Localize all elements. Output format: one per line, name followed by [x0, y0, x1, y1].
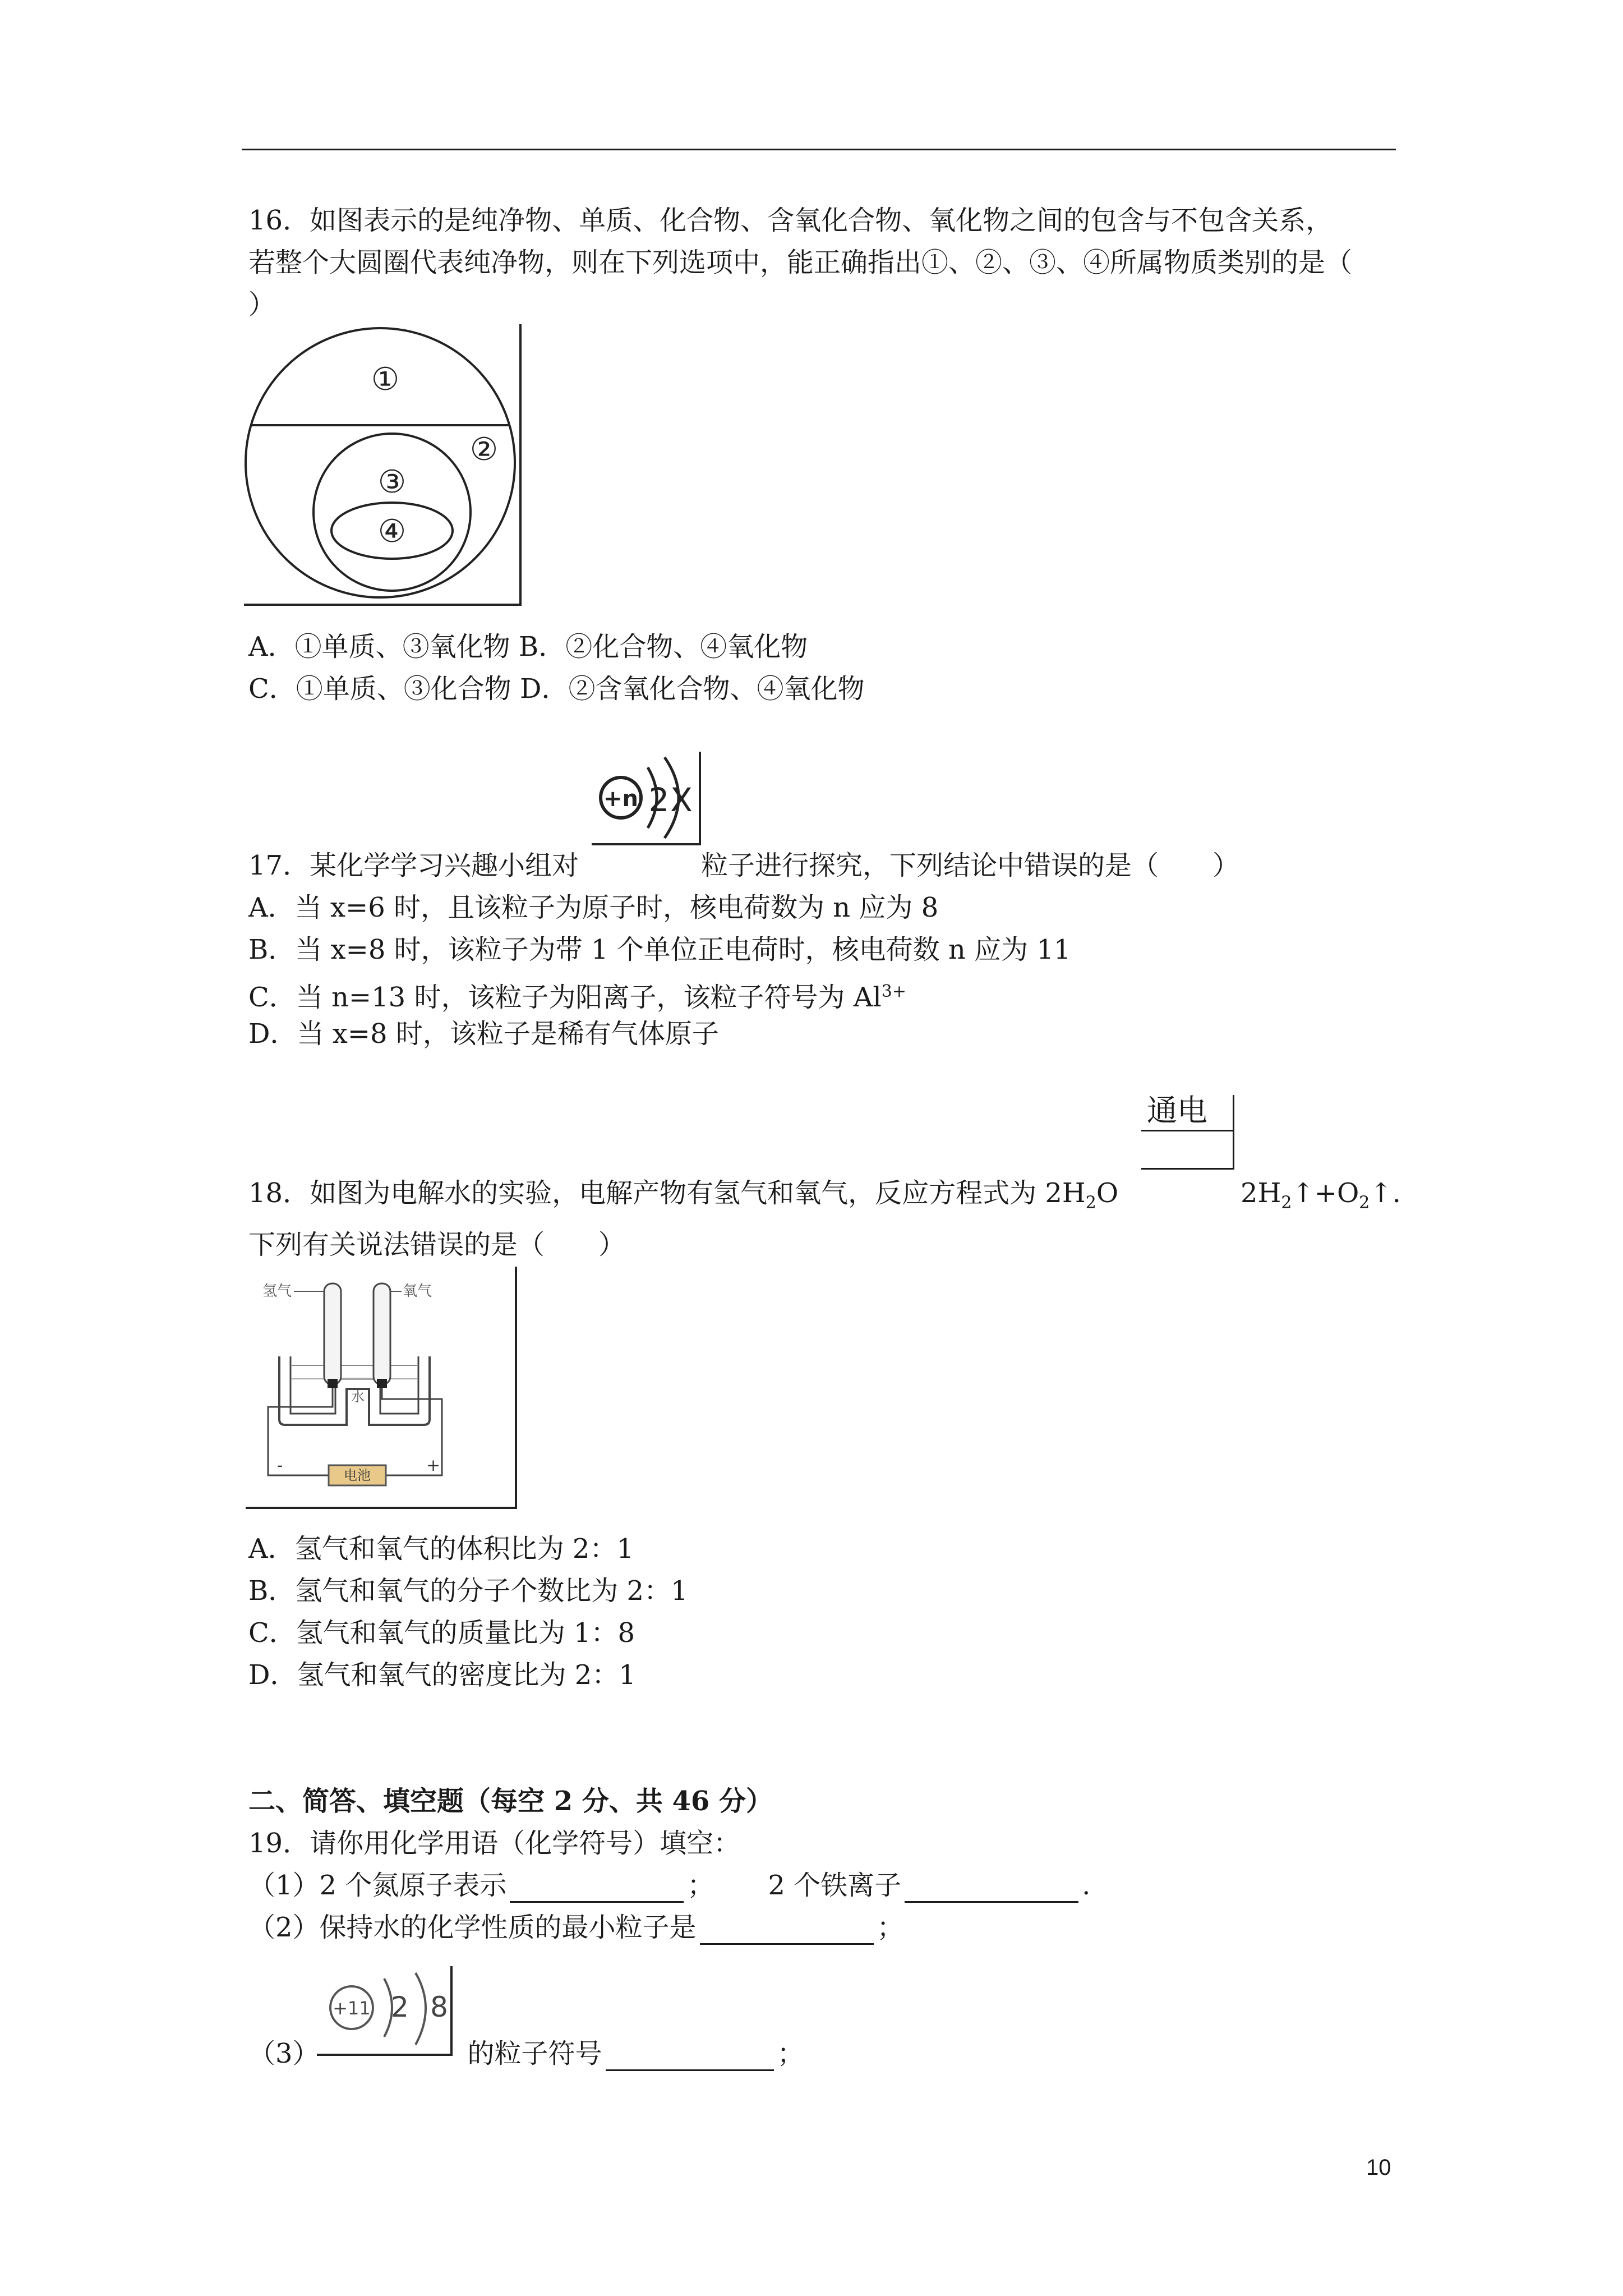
- hydrogen-electrode: [328, 1379, 338, 1388]
- shell-arc-2: [416, 1973, 426, 2045]
- shell2-count: 8: [430, 1991, 448, 2023]
- q17-option-b: B．当 x=8 时，该粒子为带 1 个单位正电荷时，核电荷数 n 应为 11: [248, 934, 1071, 965]
- q19-part3-prefix: （3）: [248, 2038, 320, 2069]
- q18-reactant-sub: 2: [1085, 1193, 1096, 1213]
- q18-reactant-o: O: [1096, 1177, 1119, 1209]
- q19-part3-end: ；: [777, 2038, 804, 2069]
- shell1-count: 2: [391, 1991, 409, 2023]
- q17-atom-diagram: [592, 752, 704, 847]
- q17-option-c-charge: 3+: [881, 982, 906, 1001]
- q19-part1: [248, 1868, 1090, 1903]
- q19-blank-iron-ions[interactable]: [905, 1876, 1078, 1903]
- q18-products: [1241, 1176, 1401, 1221]
- venn-middle-circle: [313, 434, 471, 591]
- q16-options-cd: C．①单质、③化合物 D．②含氧化合物、④氧化物: [248, 673, 865, 705]
- reaction-arrow-bar: [1141, 1168, 1234, 1170]
- q18-option-a: A．氢气和氧气的体积比为 2：1: [248, 1533, 634, 1565]
- venn-label-2: ②: [469, 431, 499, 468]
- q18-option-d: D．氢气和氧气的密度比为 2：1: [248, 1659, 636, 1691]
- q17-stem-suffix: 粒子进行探究，下列结论中错误的是（ ）: [701, 850, 1240, 881]
- q16-stem-line1: 16．如图表示的是纯净物、单质、化合物、含氧化合物、氧化物之间的包含与不包含关系，: [248, 205, 1333, 236]
- q16-options-ab: A．①单质、③氧化物 B．②化合物、④氧化物: [248, 631, 808, 662]
- battery-minus: -: [277, 1456, 283, 1475]
- q18-stem-line1: [248, 1176, 1118, 1221]
- q18-products-o-sub: 2: [1359, 1193, 1370, 1213]
- reaction-condition: 通电: [1147, 1093, 1207, 1128]
- q17-option-c-text: C．当 n=13 时，该粒子为阳离子，该粒子符号为 Al: [248, 982, 882, 1013]
- q16-stem-line2: 若整个大圆圈代表纯净物，则在下列选项中，能正确指出①、②、③、④所属物质类别的是（: [248, 247, 1353, 278]
- hydrogen-label: 氢气: [262, 1283, 292, 1300]
- q18-products-h-sub: 2: [1281, 1193, 1292, 1213]
- venn-label-4: ④: [377, 513, 407, 550]
- q18-option-c: C．氢气和氧气的质量比为 1：8: [248, 1617, 635, 1649]
- hydrogen-tube: [324, 1283, 341, 1384]
- q19-part2: [248, 1910, 904, 1945]
- q19-part2-text: （2）保持水的化学性质的最小粒子是: [248, 1912, 697, 1943]
- water-label: 水: [351, 1389, 365, 1405]
- section-heading: 二、简答、填空题（每空 2 分、共 46 分）: [248, 1786, 773, 1817]
- q18-option-b: B．氢气和氧气的分子个数比为 2：1: [248, 1575, 688, 1607]
- header-rule: [242, 149, 1396, 150]
- q18-products-end: ↑.: [1370, 1177, 1401, 1209]
- oxygen-electrode: [377, 1379, 387, 1388]
- oxygen-tube: [374, 1283, 390, 1384]
- q19-part3: [248, 2036, 804, 2071]
- reaction-condition-bar: [1141, 1130, 1234, 1131]
- q17-option-a: A．当 x=6 时，且该粒子为原子时，核电荷数为 n 应为 8: [248, 892, 939, 923]
- q18-stem-text: 18．如图为电解水的实验，电解产物有氢气和氧气，反应方程式为 2H: [248, 1177, 1086, 1209]
- q17-option-d: D．当 x=8 时，该粒子是稀有气体原子: [248, 1018, 719, 1050]
- q19-part1-b: 2 个铁离子: [768, 1870, 902, 1901]
- nucleus-label: +n: [603, 786, 638, 812]
- q18-stem-line2: 下列有关说法错误的是（ ）: [248, 1229, 626, 1260]
- q19-blank-particle-symbol[interactable]: [606, 2045, 774, 2071]
- q19-stem: 19．请你用化学用语（化学符号）填空：: [248, 1828, 741, 1859]
- venn-label-1: ①: [371, 361, 400, 398]
- reaction-arrow-stem: [1233, 1095, 1234, 1169]
- q17-stem-prefix: 17．某化学学习兴趣小组对: [248, 850, 579, 881]
- q19-part1-sep: ；: [687, 1870, 714, 1901]
- shell1-count: 2: [648, 781, 670, 819]
- battery-plus: +: [426, 1456, 441, 1475]
- venn-label-3: ③: [377, 464, 407, 500]
- q19-part2-end: ；: [877, 1912, 904, 1943]
- page-number: 10: [1366, 2155, 1391, 2180]
- q19-blank-nitrogen-atoms[interactable]: [510, 1876, 684, 1903]
- shell2-count: X: [670, 781, 693, 819]
- q19-part1-a: （1）2 个氮原子表示: [248, 1870, 507, 1901]
- q19-part1-end: .: [1082, 1870, 1091, 1901]
- q17-option-c: [248, 974, 906, 1015]
- q18-products-mid: ↑+O: [1292, 1177, 1359, 1209]
- q16-stem-line3: ）: [248, 289, 276, 320]
- q19-part3-suffix: 的粒子符号: [467, 2038, 602, 2069]
- q18-products-h: 2H: [1241, 1177, 1281, 1209]
- nucleus-label: +11: [333, 1998, 371, 2019]
- electrolysis-apparatus-figure: [246, 1267, 520, 1513]
- oxygen-label: 氧气: [403, 1283, 432, 1300]
- q16-venn-figure: [244, 324, 524, 611]
- q19-blank-water-particle[interactable]: [700, 1918, 874, 1945]
- battery-label: 电池: [344, 1467, 371, 1483]
